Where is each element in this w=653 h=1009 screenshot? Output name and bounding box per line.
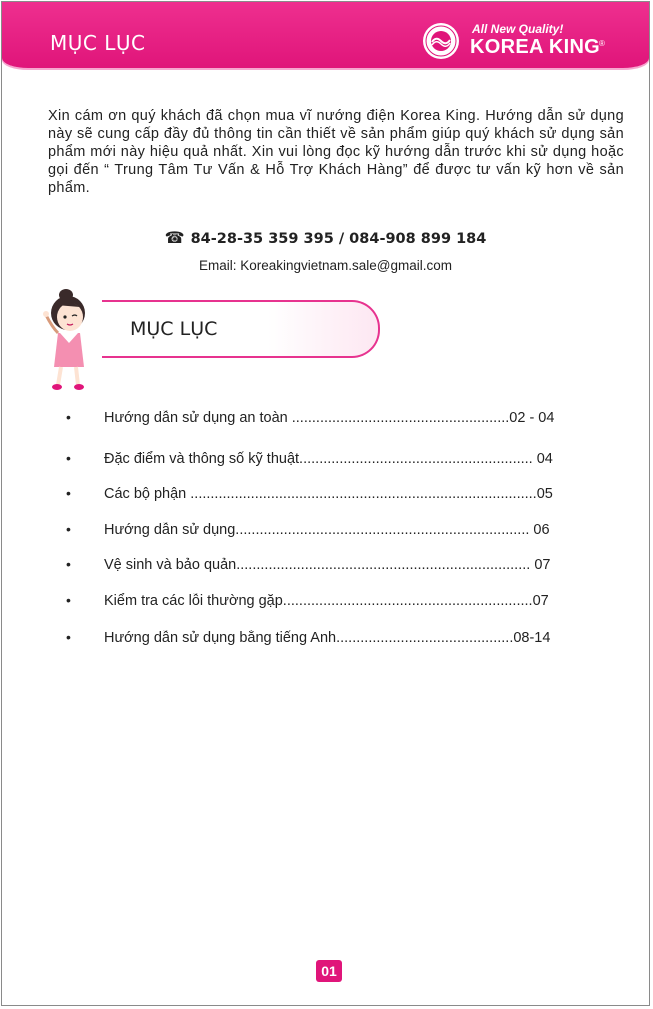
- telephone-icon: ☎: [164, 228, 185, 247]
- toc-item-text: Vệ sinh và bảo quản......................................................................... 07: [104, 557, 551, 573]
- intro-paragraph: Xin cám ơn quý khách đã chọn mua vĩ nướng điện Korea King. Hướng dẫn sử dụng này sẽ cung cấp đầy đủ thông tin cần thiết về sản phẩm giúp quý khách sử dụng sản phẩm mới này hiệu quả nhất. Xin vui lòng đọc kỹ hướng dẫn trước khi sử dụng hoặc gọi đến “ Trung Tâm Tư Vấn & Hỗ Trợ Khách Hàng” để được tư vấn kỹ hơn về sản phẩm.: [48, 108, 624, 196]
- mascot-girl-icon: [38, 287, 106, 393]
- toc-item-text: Các bộ phận ......................................................................................05: [104, 486, 553, 502]
- phone-numbers: 84-28-35 359 395 / 084-908 899 184: [190, 231, 487, 247]
- korea-king-emblem-icon: [422, 22, 460, 60]
- toc-banner: [102, 300, 380, 358]
- contact-email: Email: Koreakingvietnam.sale@gmail.com: [198, 258, 453, 273]
- toc-item-text: Hướng dẫn sử dụng bằng tiếng Anh............................................08-14: [104, 630, 551, 646]
- registered-mark: ®: [599, 39, 605, 48]
- header-title: MỤC LỤC: [50, 31, 146, 55]
- toc-item-text: Đặc điểm và thông số kỹ thuật.......................................................... 04: [104, 451, 553, 467]
- bullet-icon: •: [66, 485, 71, 501]
- toc-item-text: Hướng dẫn sử dụng an toàn ......................................................02 - 04: [104, 410, 555, 426]
- bullet-icon: •: [66, 409, 71, 425]
- logo-name: KOREA KING: [470, 36, 601, 58]
- logo-tagline: All New Quality!: [472, 22, 564, 36]
- toc-item-text: Hướng dẫn sử dụng......................................................................... 06: [104, 522, 550, 538]
- bullet-icon: •: [66, 592, 71, 608]
- bullet-icon: •: [66, 521, 71, 537]
- page-frame: [1, 1, 650, 1006]
- page-header: [2, 2, 649, 68]
- toc-banner-title: MỤC LỤC: [130, 318, 218, 340]
- bullet-icon: •: [66, 556, 71, 572]
- bullet-icon: •: [66, 629, 71, 645]
- bullet-icon: •: [66, 450, 71, 466]
- toc-item-text: Kiểm tra các lỗi thường gặp..............................................................07: [104, 593, 549, 609]
- page-number-badge: 01: [316, 960, 342, 982]
- contact-phone-line: [2, 228, 649, 247]
